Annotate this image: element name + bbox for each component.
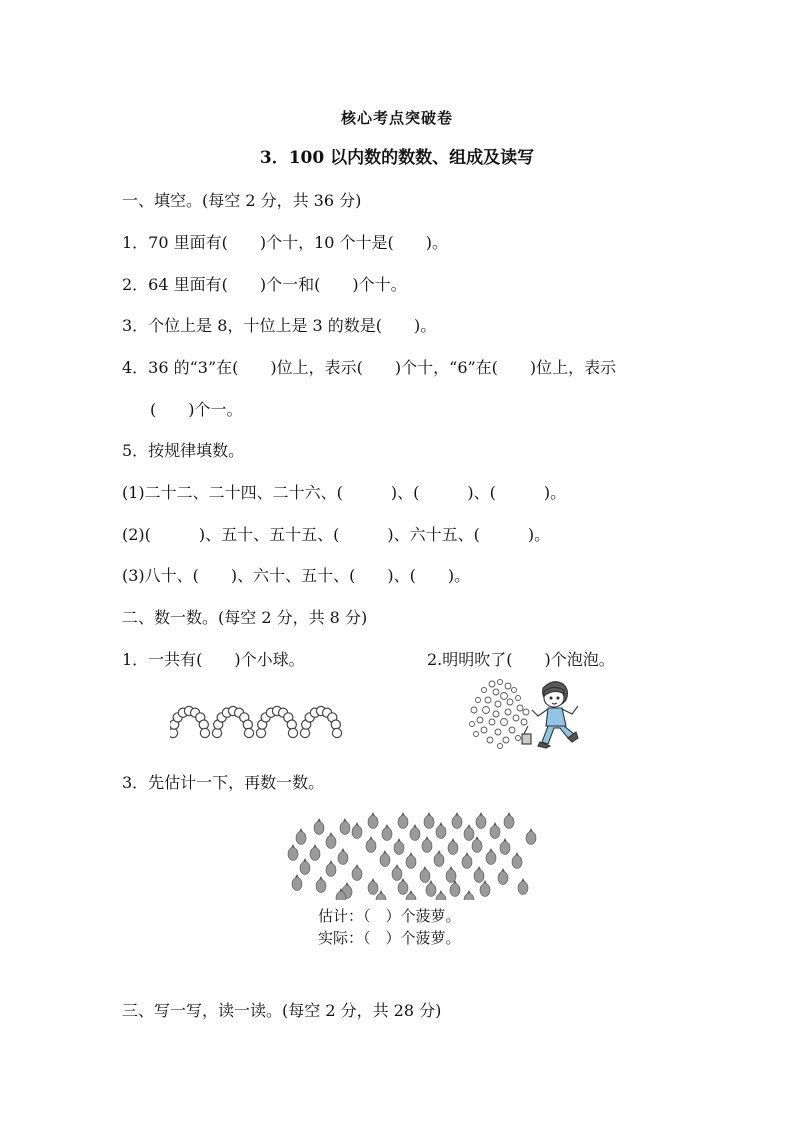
page-title: 3．100 以内数的数数、组成及读写 — [259, 148, 535, 168]
pineapple — [464, 890, 474, 900]
pineapple — [366, 836, 376, 853]
pineapple — [486, 848, 496, 865]
question-1-2: 2．64 里面有( )个一和( )个十。 — [122, 275, 407, 294]
pineapple — [296, 828, 306, 845]
bubble — [505, 683, 511, 689]
ball — [288, 728, 297, 737]
pineapple — [498, 868, 508, 885]
pineapple — [398, 878, 408, 895]
pineapple — [288, 844, 298, 861]
pineapple — [472, 836, 482, 853]
pineapple — [352, 864, 362, 881]
pineapple — [316, 876, 326, 893]
ball — [287, 720, 296, 729]
estimate-answer: 估计：（ ）个菠萝。 — [318, 907, 461, 925]
ball — [212, 728, 221, 737]
pineapple — [310, 844, 320, 861]
question-1-4-line1: 4．36 的“3”在( )位上，表示( )个十，“6”在( )位上，表示 — [122, 358, 617, 377]
ball — [256, 728, 265, 737]
pineapple — [462, 852, 472, 869]
bubble — [498, 680, 503, 685]
section2-heading: 二、数一数。(每空 2 分，共 8 分) — [122, 608, 368, 627]
ball — [200, 728, 209, 737]
bubble — [521, 719, 527, 725]
ball — [244, 728, 253, 737]
bubble — [489, 681, 495, 687]
bubbles-boy-illustration — [468, 676, 588, 756]
question-1-5: 5．按规律填数。 — [122, 441, 245, 460]
pineapple — [382, 824, 392, 841]
question-2-2: 2.明明吹了( )个泡泡。 — [427, 650, 615, 669]
bubble — [493, 711, 499, 717]
boy-figure — [522, 682, 578, 748]
actual-answer: 实际：（ ）个菠萝。 — [318, 929, 461, 947]
bubble — [516, 736, 521, 741]
bubble — [489, 719, 495, 725]
pineapple — [398, 812, 408, 829]
bubble — [482, 688, 487, 693]
bubble — [498, 744, 503, 749]
balls-illustration — [170, 695, 345, 740]
pineapple — [500, 838, 510, 855]
bubble — [513, 715, 519, 721]
pineapple — [480, 880, 490, 897]
pineapple — [340, 818, 350, 835]
bubble — [495, 729, 501, 735]
pineapple — [426, 880, 436, 897]
bubble — [507, 699, 513, 705]
pineapples-illustration — [285, 808, 540, 900]
pineapple — [406, 852, 416, 869]
pineapple — [504, 812, 514, 829]
pineapple — [410, 824, 420, 841]
ball — [199, 720, 208, 729]
bubble — [505, 709, 511, 715]
bubble — [470, 722, 475, 727]
pineapple — [464, 824, 474, 841]
question-2-1: 1．一共有( )个小球。 — [122, 650, 305, 669]
bubble — [487, 737, 493, 743]
pineapple — [448, 838, 458, 855]
pineapple — [518, 878, 528, 895]
bubble — [516, 696, 521, 701]
bubble — [477, 717, 483, 723]
pineapple — [314, 818, 324, 835]
pineapple — [476, 812, 486, 829]
pineapple — [326, 832, 336, 849]
bubble — [509, 727, 515, 733]
pineapple — [436, 822, 446, 839]
ball — [331, 720, 340, 729]
ball — [332, 728, 341, 737]
bubble — [501, 719, 508, 726]
question-1-3: 3．个位上是 8，十位上是 3 的数是( )。 — [122, 316, 437, 335]
question-1-4-line2: ( )个一。 — [150, 400, 243, 419]
pineapple — [394, 838, 404, 855]
bubble — [517, 705, 523, 711]
pineapple — [436, 890, 446, 900]
subtitle: 核心考点突破卷 — [340, 109, 453, 127]
bubble — [501, 693, 508, 700]
question-1-1: 1．70 里面有( )个十，10 个十是( )。 — [122, 233, 449, 252]
ball — [243, 720, 252, 729]
bubble — [523, 709, 529, 715]
question-1-5-2: (2)( )、五十、五十五、( )、六十五、( )。 — [122, 525, 551, 544]
bubble — [474, 732, 479, 737]
section1-heading: 一、填空。(每空 2 分，共 36 分) — [122, 191, 362, 210]
pineapple — [292, 874, 302, 891]
question-1-5-1: (1)二十二、二十四、二十六、( )、( )、( )。 — [122, 483, 567, 502]
bubble — [481, 727, 487, 733]
pineapple — [490, 822, 500, 839]
pineapple — [526, 828, 536, 845]
pineapple — [446, 866, 456, 883]
pineapple — [392, 864, 402, 881]
pineapple — [338, 848, 348, 865]
question-2-3: 3．先估计一下，再数一数。 — [122, 773, 325, 792]
pineapple — [434, 850, 444, 867]
pineapple — [422, 836, 432, 853]
pineapple — [512, 852, 522, 869]
bubble — [483, 707, 490, 714]
pineapple — [352, 822, 362, 839]
bubble — [503, 737, 509, 743]
bubble — [476, 698, 481, 703]
pineapple — [452, 812, 462, 829]
pineapple — [326, 860, 336, 877]
pineapple — [424, 812, 434, 829]
pineapple — [420, 866, 430, 883]
bubble — [512, 688, 517, 693]
pineapple — [368, 812, 378, 829]
section3-heading: 三、写一写，读一读。(每空 2 分，共 28 分) — [122, 1001, 442, 1020]
ball — [300, 728, 309, 737]
bubble — [485, 697, 491, 703]
pineapple — [474, 866, 484, 883]
bubble — [495, 701, 501, 707]
pineapple — [300, 858, 310, 875]
bubble — [471, 707, 477, 713]
pineapple — [368, 878, 378, 895]
question-1-5-3: (3)八十、( )、六十、五十、( )、( )。 — [122, 566, 471, 585]
bubble — [493, 689, 499, 695]
pineapple — [380, 850, 390, 867]
